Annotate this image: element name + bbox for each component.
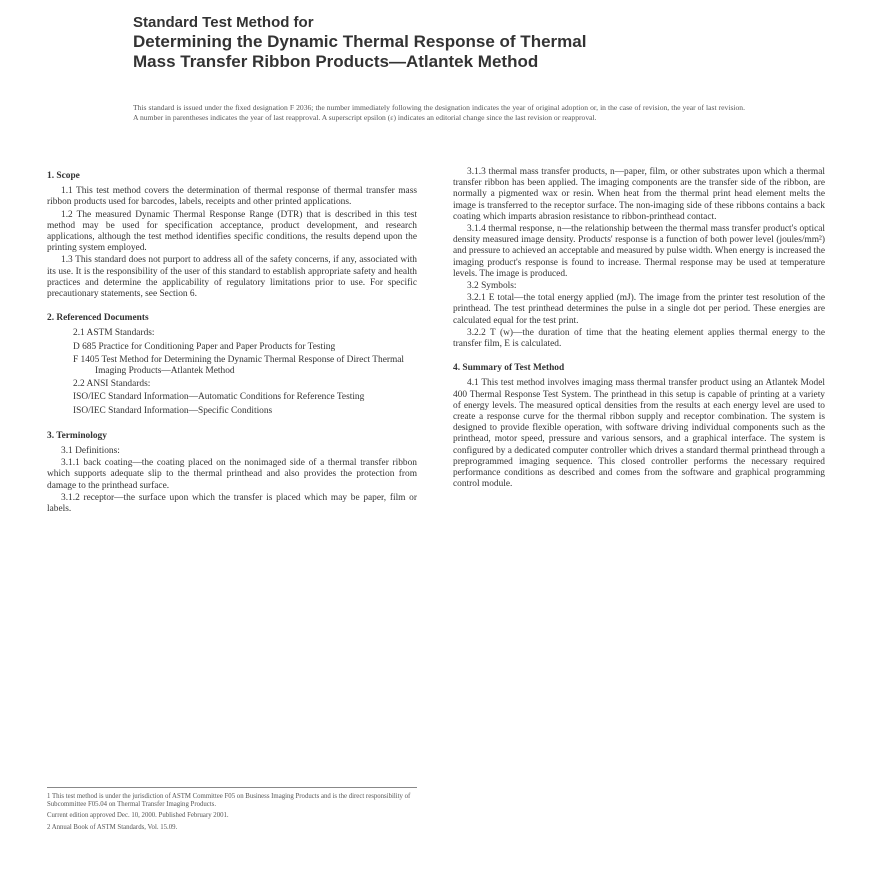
paragraph: 3.1.3 thermal mass transfer products, n—paper, film, or other substrates upon which a thermal transfer ribbon has been applied. The imaging components are the transfer side of the ribbon, are normally a pigmented wax or resin. When heat from the thermal print head element melts the image is transferred to the receptor surface. The non-imaging side of these ribbons contains a back coating which imparts abrasion resistance to ribbon-printhead contact.	[453, 167, 825, 222]
paragraph: 3.2.1 E total—the total energy applied (mJ). The image from the printer test resolution of the printhead. The test printhead determines the pulse in a single dot per period. These energies are calculated equal for the test print.	[453, 293, 825, 326]
paragraph: 4.1 This test method involves imaging mass thermal transfer product using an Atlantek Model 400 Thermal Response Test System. The printhead in this setup is capable of printing at a variety of energy levels. The measured optical densities from the results at each energy level are used to create a response curve for the thermal ribbon supply and receptor combination. The system is designed to provide flexible operation, with software driving individual components such as the printhead, motor speed, pressure and various sensors, and a graphical interface. The system is configured by a dedicated computer controller which drives a standard thermal printhead through a preprogrammed imaging sequence. This closed controller performs the necessary required performance conditions as described and comes from the software and graphical programming control module.	[453, 378, 825, 490]
title-designation: Standard Test Method for	[133, 14, 314, 31]
footnote: 1 This test method is under the jurisdiction of ASTM Committee F05 on Business Imaging Products and is the direct responsibility of Subcommittee F05.04 on Thermal Transfer Imaging Products.	[47, 793, 411, 809]
reference-item: D 685 Practice for Conditioning Paper and Paper Products for Testing	[73, 341, 336, 352]
paragraph: 2.1 ASTM Standards:	[73, 328, 155, 339]
title-subtitle: Mass Transfer Ribbon Products—Atlantek Method	[133, 52, 539, 71]
section-heading-scope: 1. Scope	[47, 171, 80, 181]
paragraph: 2.2 ANSI Standards:	[73, 379, 151, 390]
footnotes	[47, 787, 417, 835]
paragraph: 3.1.2 receptor—the surface upon which the transfer is placed which may be paper, film or labels.	[47, 492, 417, 515]
paragraph: 1.3 This standard does not purport to address all of the safety concerns, if any, associated with its use. It is the responsibility of the user of this standard to establish appropriate safety and health practices and determine the applicability of regulatory limitations prior to use. For specific precautionary statements, see Section 6.	[47, 255, 417, 300]
reference-item: F 1405 Test Method for Determining the Dynamic Thermal Response of Direct Thermal Imaging Products—Atlantek Method	[73, 354, 405, 377]
right-column	[453, 167, 825, 491]
paragraph: 3.1.4 thermal response, n—the relationship between the thermal mass transfer product's optical density measured image density. Products' response is a function of both power level (joules/mm²) and pressure to achieved an acceptable and measured by pulse width. When energy is increased the imaging product's response is found to increase. Thermal response may be used at temperature levels. The image is produced.	[453, 224, 825, 279]
footnote: Current edition approved Dec. 10, 2000. Published February 2001.	[47, 812, 229, 820]
paragraph: 3.2.2 T (w)—the duration of time that the heating element applies thermal energy to the transfer film, E is calculated.	[453, 327, 825, 350]
reference-item: ISO/IEC Standard Information—Automatic Conditions for Reference Testing	[73, 392, 365, 403]
reference-item: ISO/IEC Standard Information—Specific Conditions	[73, 405, 273, 416]
issuance-note: This standard is issued under the fixed designation F 2036; the number immediately following the designation indicates the year of original adoption or, in the case of revision, the year of last revision. A number in parentheses indicates the year of last reapproval. A superscript epsilon (ε) indicates an editorial change since the last revision or reapproval.	[133, 103, 745, 122]
left-column	[47, 167, 417, 516]
paragraph: 1.2 The measured Dynamic Thermal Response Range (DTR) that is described in this test method may be used for specification acceptance, product development, and research applications, although the test method identifies specific conditions, the results depend upon the printing system employed.	[47, 209, 417, 254]
paragraph: 3.2 Symbols:	[467, 281, 517, 292]
section-heading-summary: 4. Summary of Test Method	[453, 363, 565, 374]
section-heading-terminology: 3. Terminology	[47, 430, 107, 441]
title-main: Determining the Dynamic Thermal Response of Thermal	[133, 32, 587, 51]
paragraph: 1.1 This test method covers the determination of thermal response of thermal transfer mass ribbon products used for barcodes, labels, receipts and other printed applications.	[47, 186, 417, 208]
title-block	[133, 14, 753, 72]
paragraph: 3.1.1 back coating—the coating placed on the nonimaged side of a thermal transfer ribbon which supports adequate slip to the thermal printhead and also provides the protection from damage to the printhead surface.	[47, 458, 417, 491]
paragraph: 3.1 Definitions:	[61, 446, 120, 457]
section-heading-referenced-documents: 2. Referenced Documents	[47, 313, 149, 324]
footnote: 2 Annual Book of ASTM Standards, Vol. 15.09.	[47, 823, 178, 831]
